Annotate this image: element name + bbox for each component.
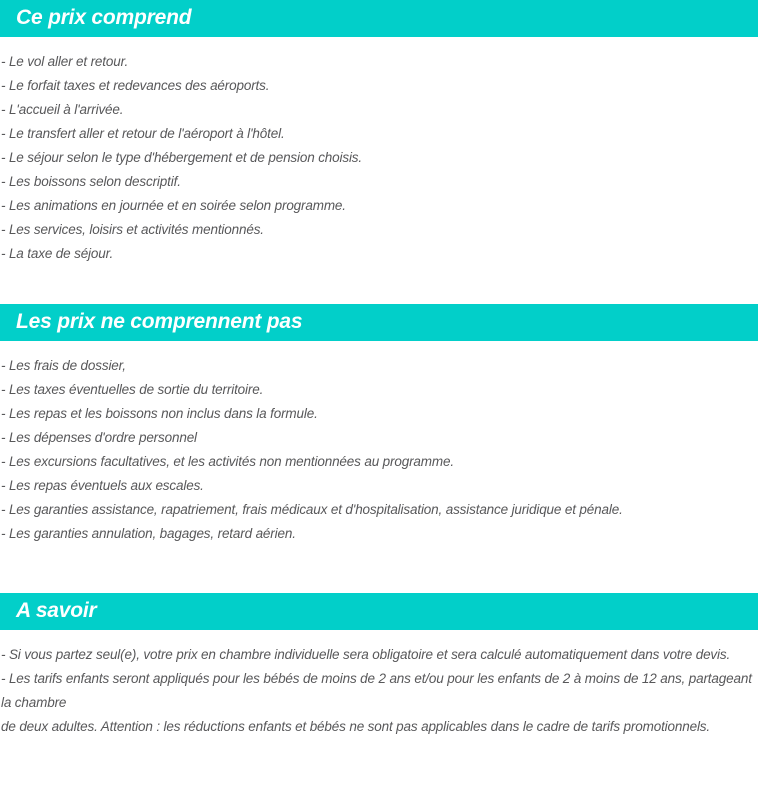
list-item: - Les garanties annulation, bagages, retard aérien.: [1, 526, 296, 541]
list-item: - Les taxes éventuelles de sortie du territoire.: [1, 382, 264, 397]
section-spacer: [0, 266, 758, 304]
section-body-2: [0, 341, 758, 546]
list-item: - Le séjour selon le type d'hébergement et de pension choisis.: [1, 150, 363, 165]
section-title-a-savoir: A savoir: [16, 599, 97, 622]
section-spacer: [0, 546, 758, 593]
list-item: - Les animations en journée et en soirée selon programme.: [1, 198, 346, 213]
list-item: - Les frais de dossier,: [1, 358, 126, 373]
section-body-1: [0, 37, 758, 266]
section-les-prix-ne-comprennent-pas: [0, 304, 758, 546]
section-title-les-prix-ne-comprennent-pas: Les prix ne comprennent pas: [16, 310, 303, 333]
list-item: - Les repas et les boissons non inclus dans la formule.: [1, 406, 318, 421]
section-body-3: [0, 630, 758, 739]
section-header-bar-2: [0, 304, 758, 341]
section-a-savoir: [0, 593, 758, 739]
section-header-bar-3: [0, 593, 758, 630]
list-item: - Le transfert aller et retour de l'aéroport à l'hôtel.: [1, 126, 285, 141]
section-title-ce-prix-comprend: Ce prix comprend: [16, 6, 192, 29]
list-item: - L'accueil à l'arrivée.: [1, 102, 124, 117]
list-item: - Les boissons selon descriptif.: [1, 174, 181, 189]
list-item: - Le forfait taxes et redevances des aéroports.: [1, 78, 270, 93]
list-item: - Les repas éventuels aux escales.: [1, 478, 204, 493]
list-item: - Les services, loisirs et activités mentionnés.: [1, 222, 264, 237]
list-item: de deux adultes. Attention : les réductions enfants et bébés ne sont pas applicables dans le cadre de tarifs promotionnels.: [1, 719, 711, 734]
list-item: - Les excursions facultatives, et les activités non mentionnées au programme.: [1, 454, 454, 469]
list-item: - Les garanties assistance, rapatriement, frais médicaux et d'hospitalisation, assistance juridique et pénale.: [1, 502, 623, 517]
list-item: - La taxe de séjour.: [1, 246, 114, 261]
section-header-bar-1: [0, 0, 758, 37]
section-ce-prix-comprend: [0, 0, 758, 266]
list-item: - Les dépenses d'ordre personnel: [1, 430, 197, 445]
list-item: - Le vol aller et retour.: [1, 54, 129, 69]
list-item: - Si vous partez seul(e), votre prix en chambre individuelle sera obligatoire et sera calculé automatiquement dans votre devis.: [1, 647, 731, 662]
list-item: - Les tarifs enfants seront appliqués pour les bébés de moins de 2 ans et/ou pour les enfants de 2 à moins de 12 ans, partageant la chambre: [1, 671, 752, 710]
